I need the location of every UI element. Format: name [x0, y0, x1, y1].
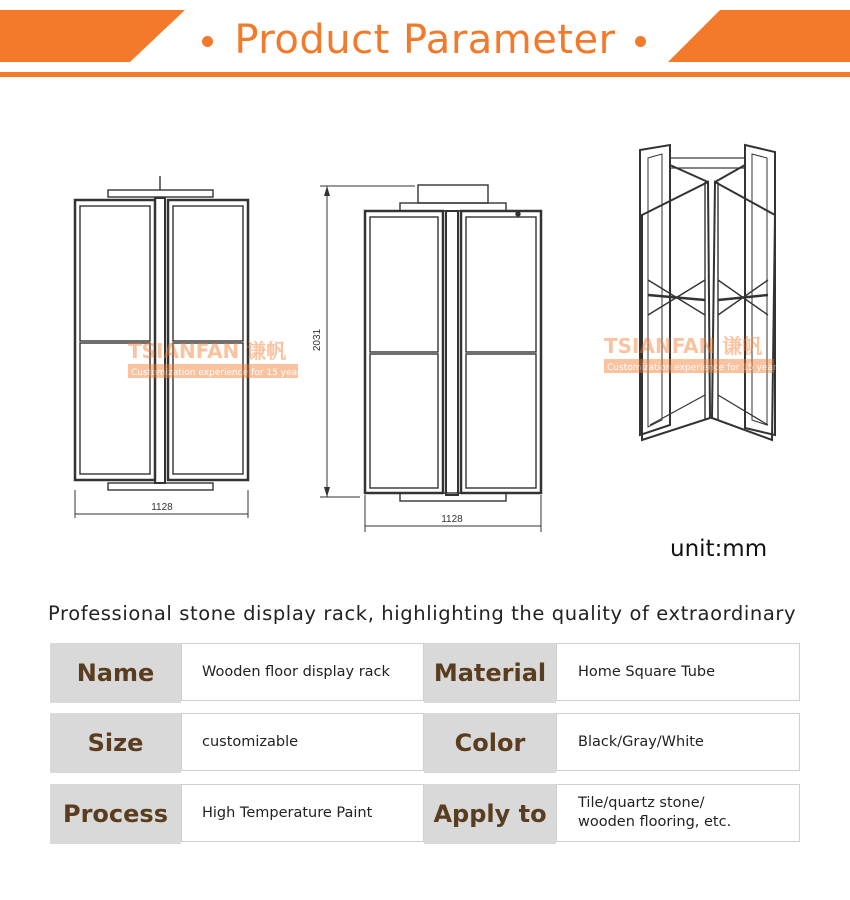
table-row — [50, 784, 800, 844]
param-value: customizable — [181, 713, 424, 771]
perspective-view — [640, 145, 775, 440]
watermark-brand: TSIANFAN 谦帆 — [128, 339, 287, 363]
side-width-label: 1128 — [441, 514, 463, 525]
page-title: Product Parameter — [234, 17, 616, 63]
header-banner — [0, 0, 850, 80]
watermark-slogan: Customization experience for 15 years — [607, 363, 782, 373]
param-label: Material — [424, 643, 556, 703]
param-label: Apply to — [424, 784, 556, 844]
param-label: Name — [50, 643, 181, 703]
side-view — [320, 185, 541, 532]
front-width-label: 1128 — [151, 502, 173, 513]
param-value: Black/Gray/White — [556, 713, 800, 771]
right-dot — [635, 36, 646, 47]
param-value: Tile/quartz stone/ wooden flooring, etc. — [556, 784, 800, 842]
tagline: Professional stone display rack, highlighting the quality of extraordinary — [48, 602, 797, 625]
watermark-brand: TSIANFAN 谦帆 — [604, 334, 763, 358]
technical-drawing — [0, 90, 850, 590]
watermark-slogan: Customization experience for 15 years — [131, 368, 306, 378]
param-value: Wooden floor display rack — [181, 643, 424, 701]
watermark-left — [128, 339, 306, 378]
table-row — [50, 713, 800, 773]
watermark-right — [604, 334, 782, 373]
param-value: Home Square Tube — [556, 643, 800, 701]
unit-label: unit:mm — [670, 536, 768, 562]
table-row — [50, 643, 800, 703]
param-label: Process — [50, 784, 181, 844]
header-underline — [0, 72, 850, 77]
param-label: Color — [424, 713, 556, 773]
param-label: Size — [50, 713, 181, 773]
param-value: High Temperature Paint — [181, 784, 424, 842]
rack-drawings — [0, 90, 850, 590]
height-label: 2031 — [312, 328, 323, 352]
